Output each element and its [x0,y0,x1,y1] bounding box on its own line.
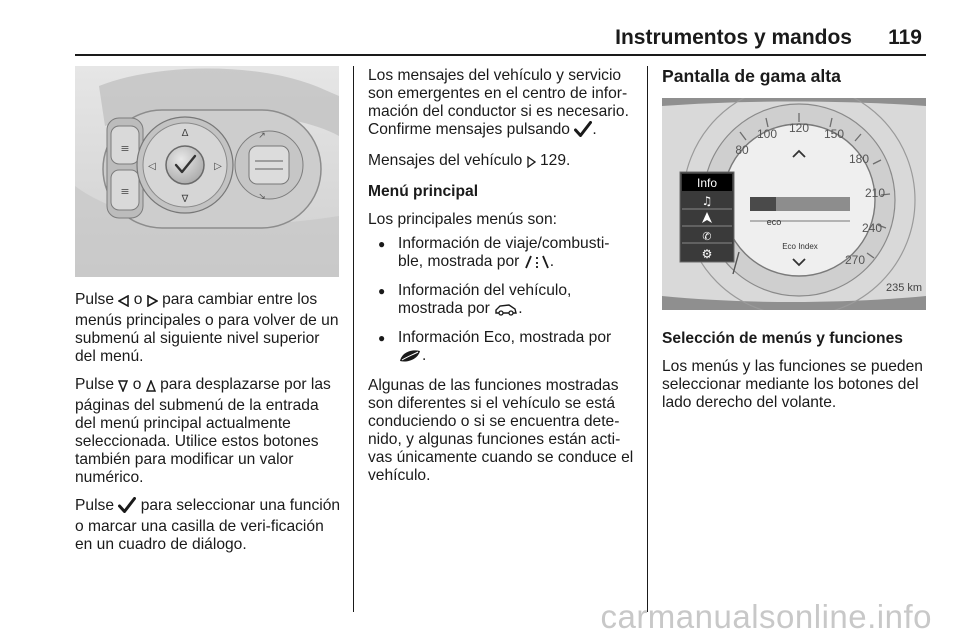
body-paragraph: Los menús y las funciones se pueden seleccionar mediante los botones del lado derecho del volante. [662,358,923,411]
svg-text:◁: ◁ [148,161,156,172]
watermark: carmanualsonline.info [600,598,932,635]
svg-text:∇: ∇ [181,194,189,205]
header-rule [75,54,926,56]
phone-icon: ✆ [702,230,712,243]
paragraph-select: Pulse para seleccionar una función o marcar una casilla de veri-ficación en un cuadro de diálogo. [75,497,341,553]
menu-info-label: Info [696,176,718,190]
list-item: ● Información de viaje/combusti-ble, mostrada por . [368,235,634,274]
svg-text:≡: ≡ [120,142,130,155]
paragraph-up-down: Pulse o para desplazarse por las páginas del submenú de la entrada del menú principal actualmente seleccionada. Utilice estos botones también para modificar un valor numérico. [75,376,331,486]
eco-label: eco [766,217,782,227]
menu-strip [680,172,734,262]
menu-heading: Menú principal [368,183,479,200]
right-triangle-icon [147,294,158,312]
section-title: Pantalla de gama alta [662,66,841,86]
menu-list [368,235,634,368]
menu-intro: Los principales menús son: [368,211,557,228]
left-column [75,291,343,564]
down-triangle-icon [118,379,128,397]
page-title: Instrumentos y mandos [615,26,852,49]
trip-fuel-icon [524,255,550,274]
list-item: ● Información Eco, mostrada por . [368,329,634,368]
checkmark-icon [574,121,592,142]
subheading: Selección de menús y funciones [662,330,903,347]
speed-label: 100 [756,127,778,141]
music-note-icon: ♫ [701,194,713,208]
eco-leaf-icon [398,349,422,368]
odometer-readout: 235 km [886,282,923,294]
right-column [662,67,930,95]
list-item: ● Información del vehículo, mostrada por . [368,282,634,321]
svg-text:▷: ▷ [214,161,222,172]
reference-arrow-icon [527,155,536,173]
cross-reference-messages: Mensajes del vehículo 129. [368,152,634,173]
svg-text:↘: ↘ [258,192,266,202]
instrument-cluster-illustration [662,98,926,310]
closing-paragraph: Algunas de las funciones mostradas son diferentes si el vehículo se está conduciendo o si se encuentra dete-nido, y algunas funciones están acti-vas únicamente cuando se conduce el vehículo. [368,377,634,484]
svg-text:≡: ≡ [120,185,130,198]
speed-label: 240 [861,221,883,235]
page-header [0,0,960,60]
speed-label: 80 [735,143,749,157]
page-number: 119 [888,26,922,49]
speed-label: 210 [864,186,886,200]
speed-label: 150 [823,127,845,141]
column-divider-right [647,66,648,612]
right-column-body [662,330,930,422]
column-divider-left [353,66,354,612]
gear-icon: ⚙ [701,247,713,261]
checkmark-icon [118,497,136,518]
speed-label: 180 [848,152,870,166]
speed-label: 270 [844,253,866,267]
paragraph-left-arrows: Pulse o para cambiar entre los menús principales o para volver de un submenú al siguiente nivel superior del menú. [75,291,339,365]
car-icon [494,302,518,321]
svg-text:↗: ↗ [258,131,266,141]
up-triangle-icon [146,379,156,397]
middle-column [368,67,634,495]
eco-index-label: Eco Index [782,242,818,251]
left-triangle-icon [118,294,129,312]
speed-label: 120 [788,121,810,135]
steering-wheel-controls-illustration [75,66,339,277]
paragraph-vehicle-messages: Los mensajes del vehículo y servicio son emergentes en el centro de infor-mación del conductor si es necesario. Confirme mensajes pulsando . [368,67,634,142]
svg-text:Δ: Δ [181,128,189,139]
